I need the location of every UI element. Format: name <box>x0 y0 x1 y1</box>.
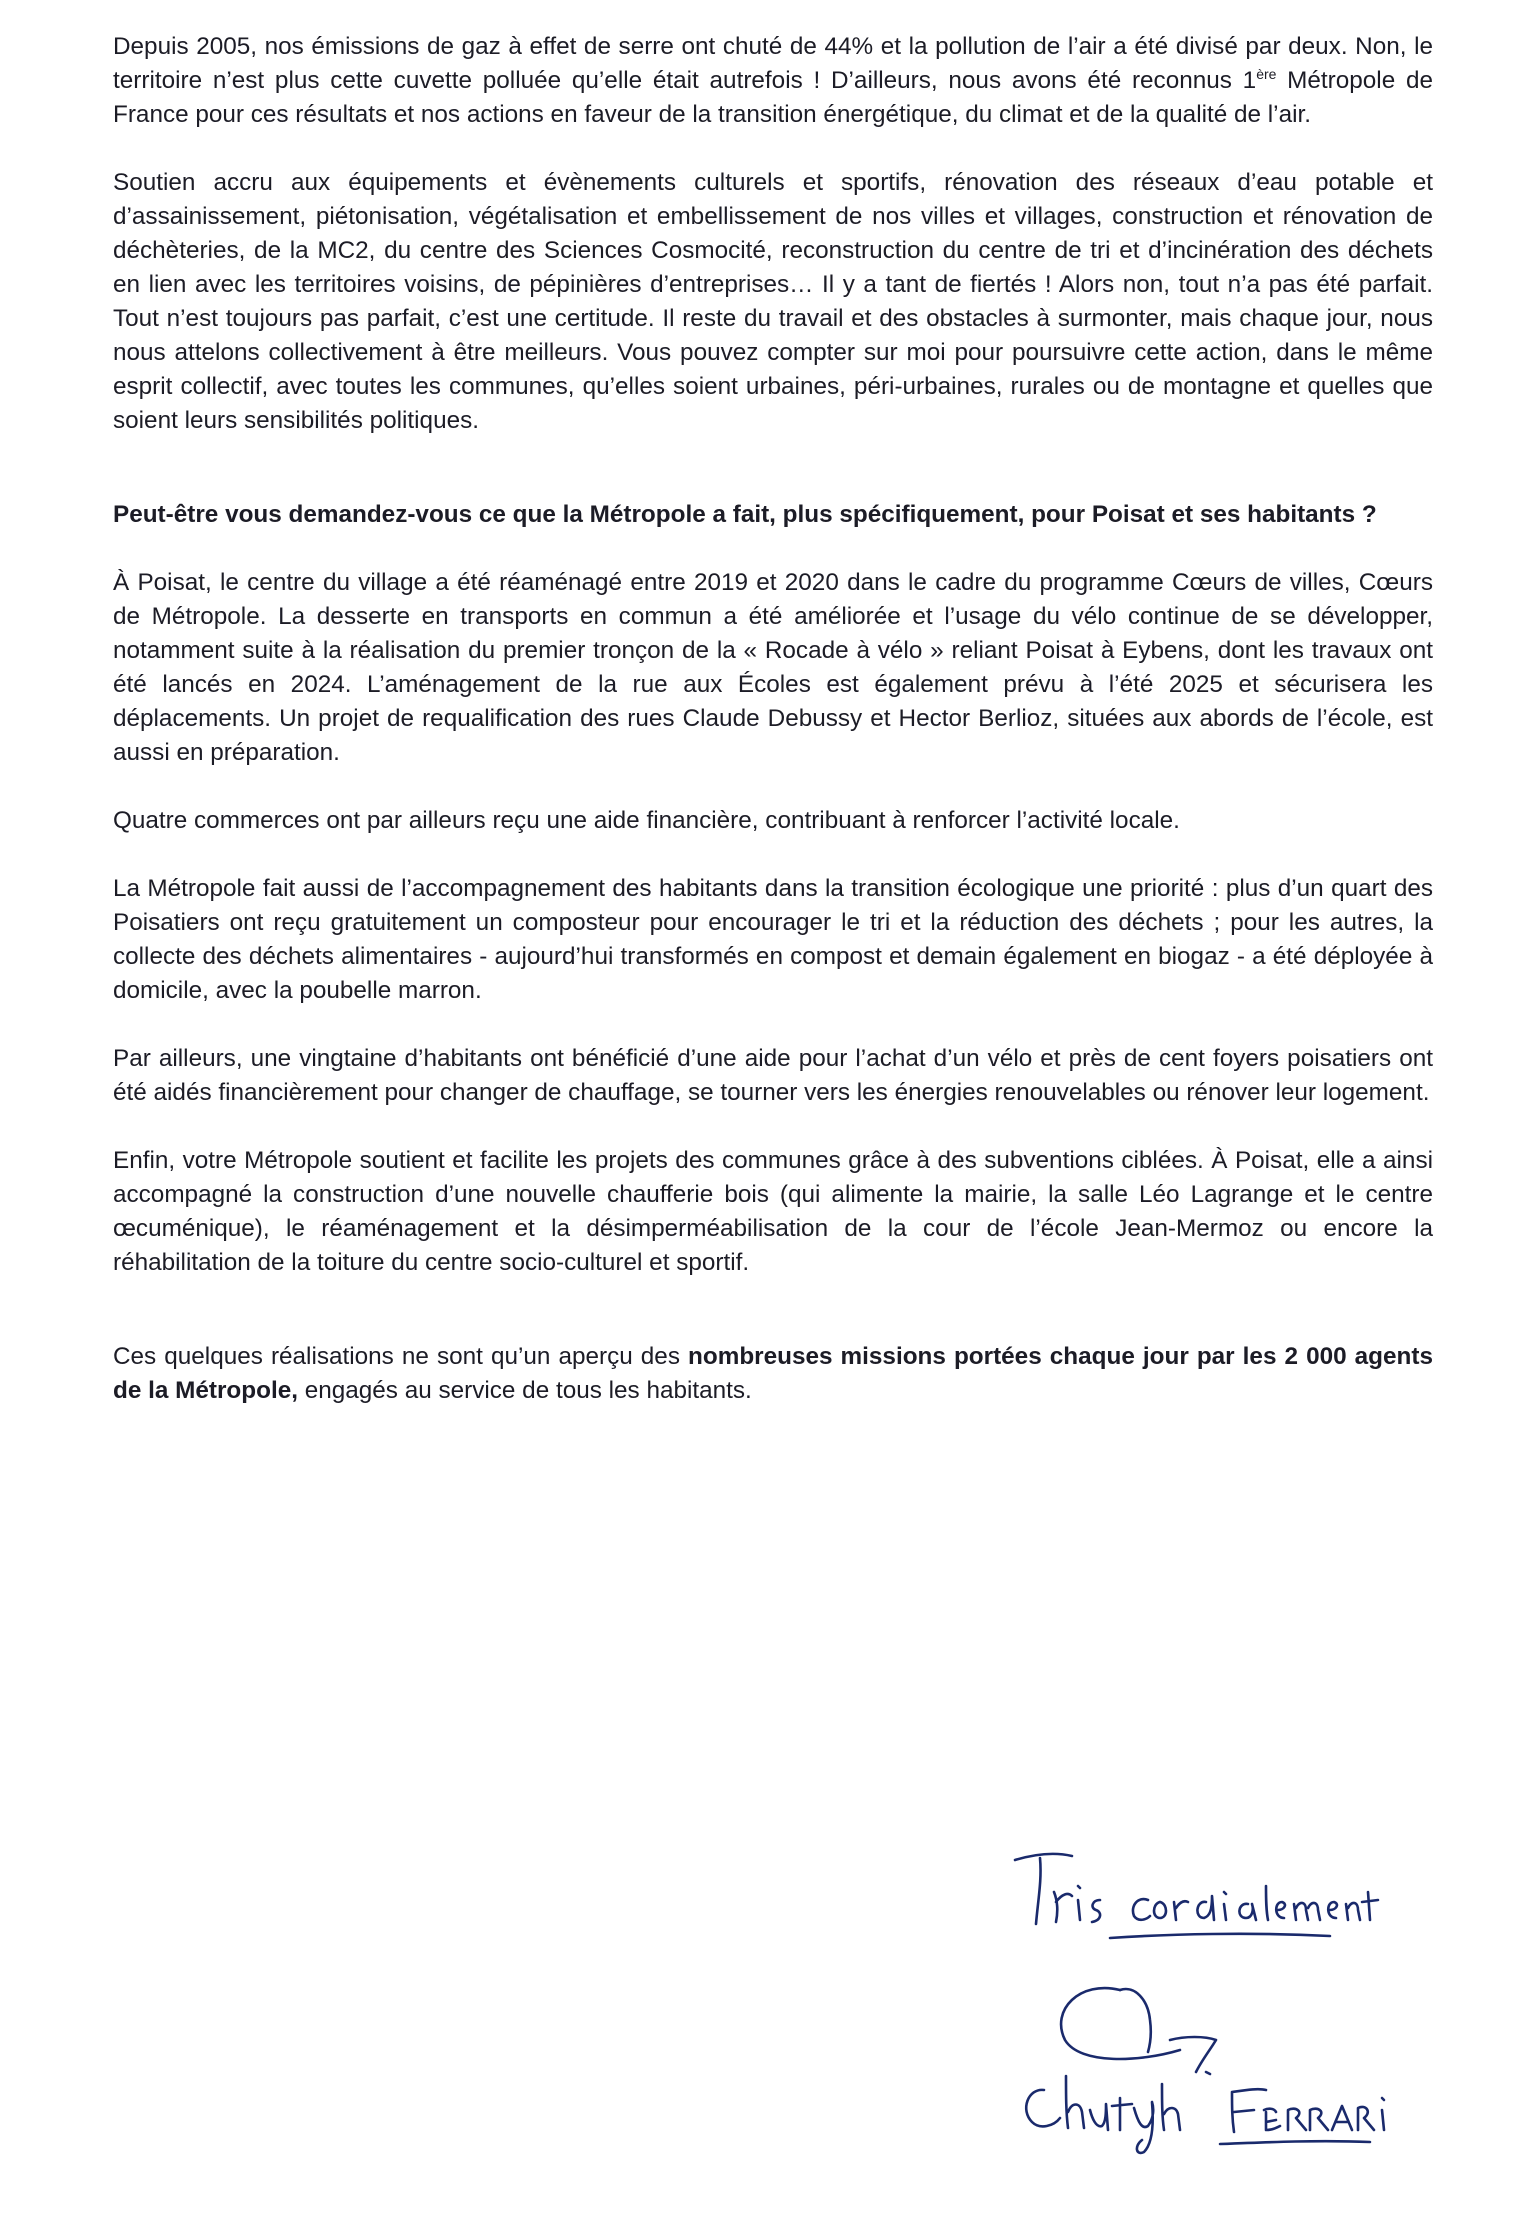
signature-drawing <box>1010 1840 1390 2170</box>
paragraph-commerces: Quatre commerces ont par ailleurs reçu une aide financière, contribuant à renforcer l’activité locale. <box>113 807 1180 834</box>
paragraph-emissions: Depuis 2005, nos émissions de gaz à effet de serre ont chuté de 44% et la pollution de l’air a été divisé par deux. Non, le territoire n’est plus cette cuvette polluée qu’elle était autrefois ! D’ailleurs, nous avons été reconnus 1ère Métropole de France pour ces résultats et nos actions en faveur de la transition énergétique, du climat et de la qualité de l’air. <box>113 33 1433 128</box>
section-heading-poisat: Peut-être vous demandez-vous ce que la Métropole a fait, plus spécifiquement, pour Poisat et ses habitants ? <box>113 501 1377 528</box>
signature-closing-handwriting <box>1015 1854 1378 1938</box>
paragraph-aides: Par ailleurs, une vingtaine d’habitants ont bénéficié d’une aide pour l’achat d’un vélo et près de cent foyers poisatiers ont été aidés financièrement pour changer de chauffage, se tourner vers les énergies renouvelables ou rénover leur logement. <box>113 1045 1433 1106</box>
paragraph-subventions: Enfin, votre Métropole soutient et facilite les projets des communes grâce à des subventions ciblées. À Poisat, elle a ainsi accompagné la construction d’une nouvelle chaufferie bois (qui alimente la mairie, la salle Léo Lagrange et le centre œcuménique), le réaménagement et la désimperméabilisation de la cour de l’école Jean-Mermoz ou encore la réhabilitation de la toiture du centre socio-culturel et sportif. <box>113 1147 1433 1276</box>
signature-paraph <box>1061 1988 1216 2074</box>
letter-body <box>113 30 1433 1408</box>
handwritten-signature <box>1010 1840 1390 2170</box>
paragraph-village-centre: À Poisat, le centre du village a été réaménagé entre 2019 et 2020 dans le cadre du programme Cœurs de villes, Cœurs de Métropole. La desserte en transports en commun a été améliorée et l’usage du vélo continue de se développer, notamment suite à la réalisation du premier tronçon de la « Rocade à vélo » reliant Poisat à Eybens, dont les travaux ont été lancés en 2024. L’aménagement de la rue aux Écoles est également prévu à l’été 2025 et sécurisera les déplacements. Un projet de requalification des rues Claude Debussy et Hector Berlioz, situées aux abords de l’école, est aussi en préparation. <box>113 569 1433 766</box>
paragraph-transition: La Métropole fait aussi de l’accompagnement des habitants dans la transition écologique une priorité : plus d’un quart des Poisatiers ont reçu gratuitement un composteur pour encourager le tri et la réduction des déchets ; pour les autres, la collecte des déchets alimentaires - aujourd’hui transformés en compost et demain également en biogaz - a été déployée à domicile, avec la poubelle marron. <box>113 875 1433 1004</box>
signature-name-handwriting <box>1026 2076 1384 2153</box>
paragraph-conclusion: Ces quelques réalisations ne sont qu’un aperçu des nombreuses missions portées chaque jour par les 2 000 agents de la Métropole, engagés au service de tous les habitants. <box>113 1343 1433 1404</box>
paragraph-achievements: Soutien accru aux équipements et évènements culturels et sportifs, rénovation des réseaux d’eau potable et d’assainissement, piétonisation, végétalisation et embellissement de nos villes et villages, construction et rénovation de déchèteries, de la MC2, du centre des Sciences Cosmocité, reconstruction du centre de tri et d’incinération des déchets en lien avec les territoires voisins, de pépinières d’entreprises… Il y a tant de fiertés ! Alors non, tout n’a pas été parfait. Tout n’est toujours pas parfait, c’est une certitude. Il reste du travail et des obstacles à surmonter, mais chaque jour, nous nous attelons collectivement à être meilleurs. Vous pouvez compter sur moi pour poursuivre cette action, dans le même esprit collectif, avec toutes les communes, qu’elles soient urbaines, péri-urbaines, rurales ou de montagne et quelles que soient leurs sensibilités politiques. <box>113 169 1433 434</box>
